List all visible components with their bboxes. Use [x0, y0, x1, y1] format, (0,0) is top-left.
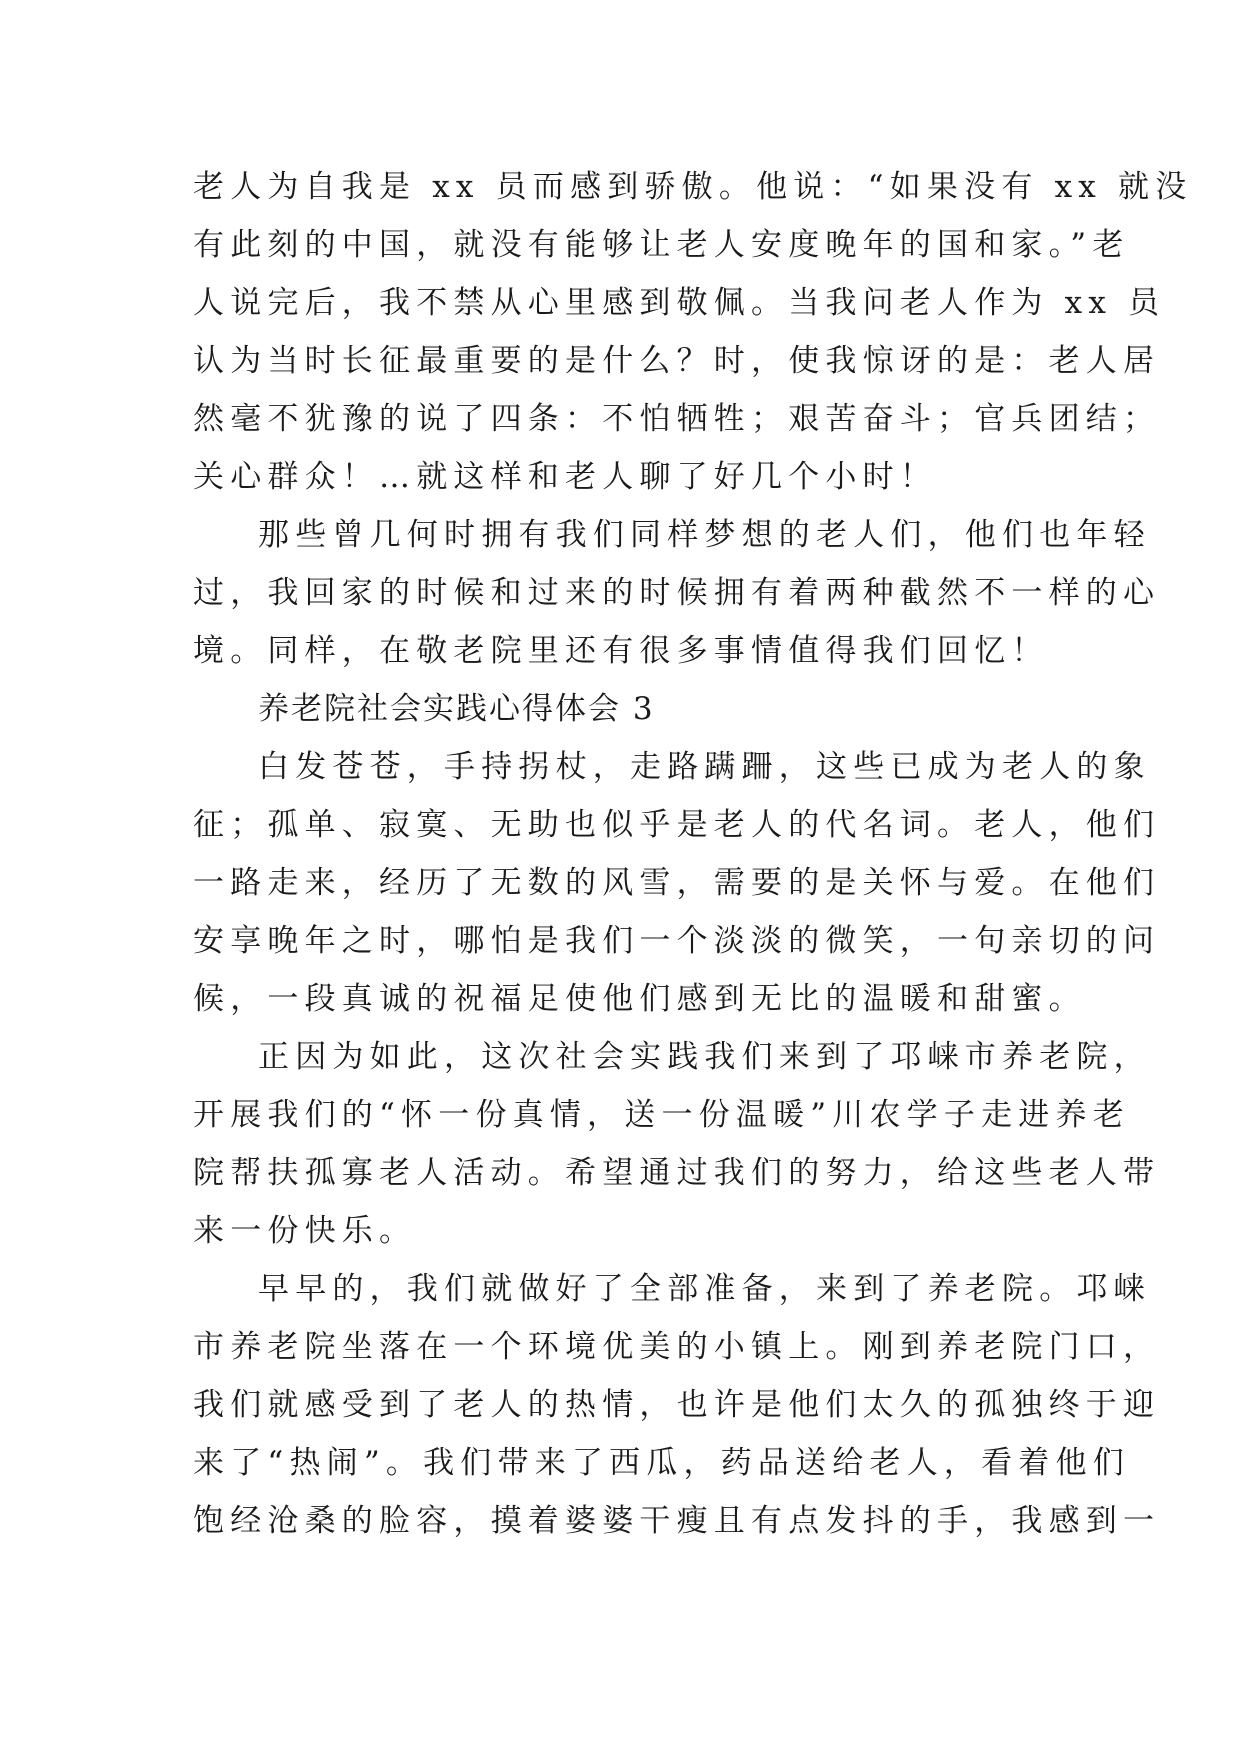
paragraph-first-line: 那些曾几何时拥有我们同样梦想的老人们，他们也年轻 — [258, 517, 1151, 553]
text-line: 然毫不犹豫的说了四条：不怕牺牲；艰苦奋斗；官兵团结； — [193, 401, 1161, 437]
text-line: 我们就感受到了老人的热情，也许是他们太久的孤独终于迎 — [193, 1387, 1161, 1423]
text-line: 来了“热闹”。我们带来了西瓜，药品送给老人，看着他们 — [193, 1445, 1130, 1481]
text-line: 院帮扶孤寡老人活动。希望通过我们的努力，给这些老人带 — [193, 1155, 1161, 1191]
text-line: 过，我回家的时候和过来的时候拥有着两种截然不一样的心 — [193, 575, 1161, 611]
text-line: 候，一段真诚的祝福足使他们感到无比的温暖和甜蜜。 — [193, 981, 1086, 1017]
text-line: 市养老院坐落在一个环境优美的小镇上。刚到养老院门口， — [193, 1329, 1161, 1365]
document-page — [193, 158, 1193, 1550]
text-line: 安享晚年之时，哪怕是我们一个淡淡的微笑，一句亲切的问 — [193, 923, 1161, 959]
text-line: 人说完后，我不禁从心里感到敬佩。当我问老人作为 xx 员 — [193, 285, 1166, 321]
text-line: 一路走来，经历了无数的风雪，需要的是关怀与爱。在他们 — [193, 865, 1161, 901]
text-line: 饱经沧桑的脸容，摸着婆婆干瘦且有点发抖的手，我感到一 — [193, 1503, 1161, 1539]
text-line: 征；孤单、寂寞、无助也似乎是老人的代名词。老人，他们 — [193, 807, 1161, 843]
text-line: 认为当时长征最重要的是什么？时，使我惊讶的是：老人居 — [193, 343, 1161, 379]
text-line: 关心群众！…就这样和老人聊了好几个小时！ — [193, 459, 937, 495]
text-line: 老人为自我是 xx 员而感到骄傲。他说：“如果没有 xx 就没 — [193, 169, 1193, 205]
text-line: 有此刻的中国，就没有能够让老人安度晚年的国和家。”老 — [193, 227, 1130, 263]
paragraph-first-line: 正因为如此，这次社会实践我们来到了邛崃市养老院， — [258, 1039, 1151, 1075]
section-heading: 养老院社会实践心得体会 3 — [258, 691, 655, 727]
paragraph-first-line: 早早的，我们就做好了全部准备，来到了养老院。邛崃 — [258, 1271, 1151, 1307]
text-line: 境。同样，在敬老院里还有很多事情值得我们回忆！ — [193, 633, 1049, 669]
text-line: 来一份快乐。 — [193, 1213, 417, 1249]
paragraph-first-line: 白发苍苍，手持拐杖，走路蹒跚，这些已成为老人的象 — [258, 749, 1151, 785]
text-line: 开展我们的“怀一份真情，送一份温暖”川农学子走进养老 — [193, 1097, 1130, 1133]
